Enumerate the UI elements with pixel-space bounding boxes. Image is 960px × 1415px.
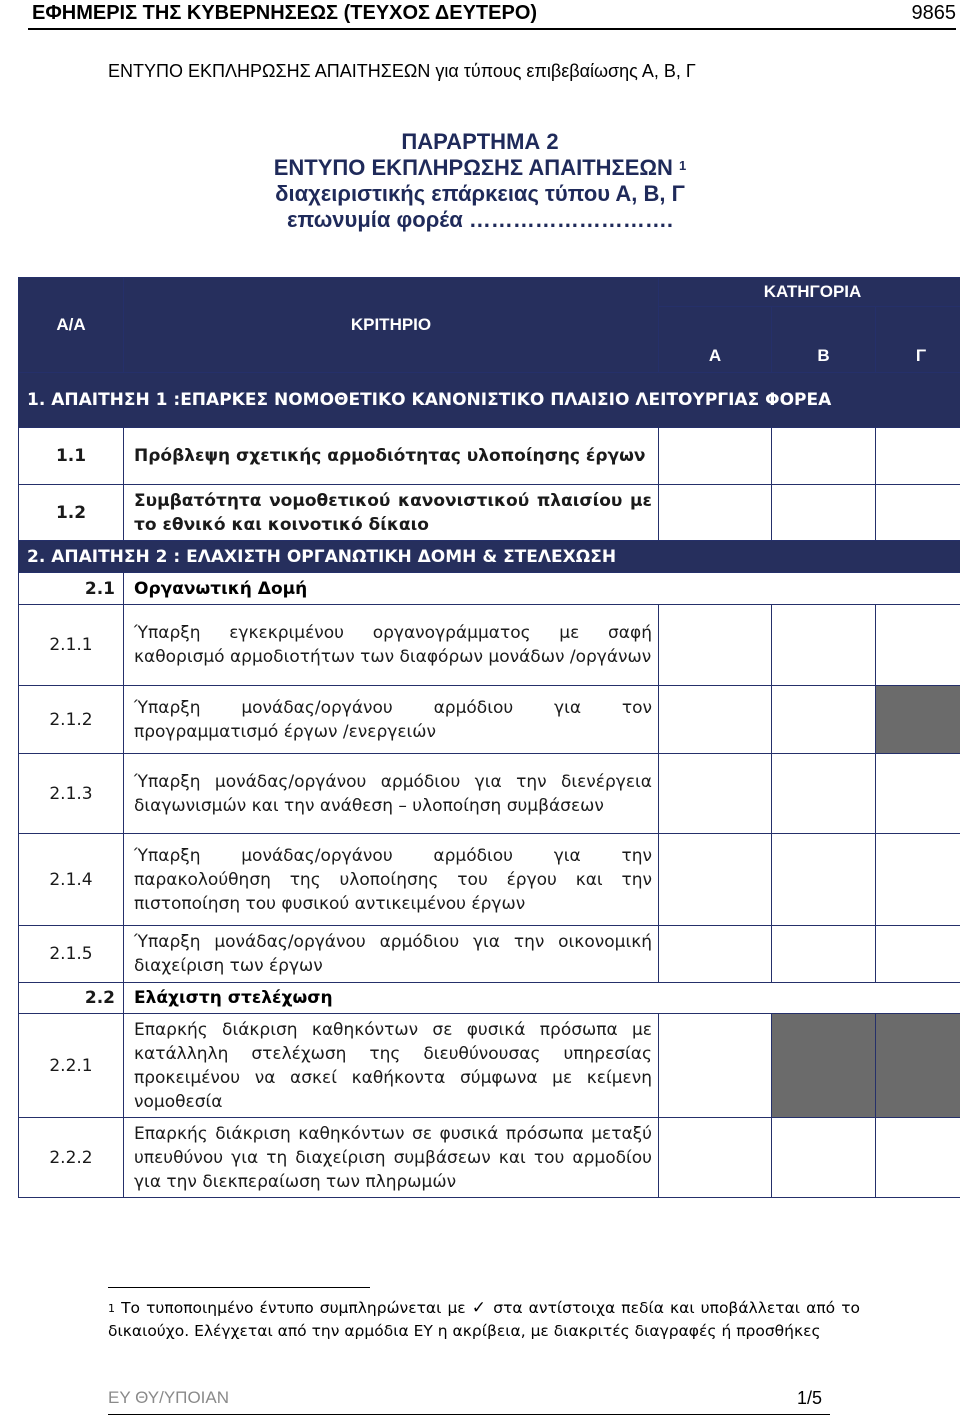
section-2-2-title: Ελάχιστη στελέχωση xyxy=(124,983,960,1014)
row-2-1-4-criterion: Ύπαρξη μονάδας/οργάνου αρμόδιου για την παρακολούθηση της υλοποίησης του έργου και την πιστοποίηση του φυσικού αντικειμένου έργων xyxy=(124,834,659,926)
gazette-header xyxy=(28,0,956,30)
row-2-1-2-criterion: Ύπαρξη μονάδας/οργάνου αρμόδιου για τον προγραμματισμό έργων /ενεργειών xyxy=(124,686,659,754)
annex-title-block xyxy=(0,129,960,233)
row-1-2-cat-a-checkbox[interactable] xyxy=(659,485,772,541)
row-2-1-3-cat-b-checkbox[interactable] xyxy=(772,754,876,834)
table-row xyxy=(19,605,960,686)
table-row xyxy=(19,1118,960,1198)
header-category: ΚΑΤΗΓΟΡΙΑ xyxy=(659,278,960,307)
gazette-page-number: 9865 xyxy=(911,2,956,24)
annex-line-1: ΠΑΡΑΡΤΗΜΑ 2 xyxy=(401,129,559,154)
row-2-1-4-number: 2.1.4 xyxy=(19,834,124,926)
table-row xyxy=(19,485,960,541)
table-row xyxy=(19,1014,960,1118)
section-2-1-number: 2.1 xyxy=(19,573,124,605)
row-2-1-2-cat-c-disabled-cell xyxy=(876,686,960,754)
row-2-1-5-criterion: Ύπαρξη μονάδας/οργάνου αρμόδιου για την οικονομική διαχείριση των έργων xyxy=(124,926,659,983)
row-1-1-cat-c-checkbox[interactable] xyxy=(876,428,960,485)
row-2-1-1-number: 2.1.1 xyxy=(19,605,124,686)
form-subtitle: ΕΝΤΥΠΟ ΕΚΠΛΗΡΩΣΗΣ ΑΠΑΙΤΗΣΕΩΝ για τύπους επιβεβαίωσης Α, Β, Γ xyxy=(108,61,696,81)
footer-page: 1/5 xyxy=(796,1388,822,1408)
footnote xyxy=(108,1297,860,1343)
header-rule xyxy=(28,28,956,30)
header-criterion: ΚΡΙΤΗΡΙΟ xyxy=(124,278,659,373)
row-2-1-2-cat-b-checkbox[interactable] xyxy=(772,686,876,754)
header-category-b: Β xyxy=(772,307,876,373)
table-row xyxy=(19,428,960,485)
annex-footnote-marker: 1 xyxy=(679,158,687,173)
section-2-1-title: Οργανωτική Δομή xyxy=(124,573,960,605)
row-2-1-1-cat-b-checkbox[interactable] xyxy=(772,605,876,686)
row-2-2-2-cat-a-checkbox[interactable] xyxy=(659,1118,772,1198)
row-2-1-1-cat-a-checkbox[interactable] xyxy=(659,605,772,686)
table-row xyxy=(19,926,960,983)
row-2-1-4-cat-c-checkbox[interactable] xyxy=(876,834,960,926)
row-2-1-5-number: 2.1.5 xyxy=(19,926,124,983)
row-1-1-criterion: Πρόβλεψη σχετικής αρμοδιότητας υλοποίησης έργων xyxy=(124,428,659,485)
table-header-row-1 xyxy=(19,278,960,307)
footer-authority: ΕΥ ΘΥ/ΥΠΟΙΑΝ xyxy=(108,1388,230,1407)
row-1-2-cat-c-checkbox[interactable] xyxy=(876,485,960,541)
row-2-1-5-cat-a-checkbox[interactable] xyxy=(659,926,772,983)
footnote-marker: 1 xyxy=(108,1302,115,1315)
row-2-2-1-number: 2.2.1 xyxy=(19,1014,124,1118)
section-2-2-number: 2.2 xyxy=(19,983,124,1014)
row-2-2-2-criterion: Επαρκής διάκριση καθηκόντων σε φυσικά πρόσωπα μεταξύ υπευθύνου για τη διαχείριση συμβάσεων και του αρμοδίου για την διεκπεραίωση των πληρωμών xyxy=(124,1118,659,1198)
row-2-1-5-cat-c-checkbox[interactable] xyxy=(876,926,960,983)
row-1-1-cat-a-checkbox[interactable] xyxy=(659,428,772,485)
row-2-1-2-cat-a-checkbox[interactable] xyxy=(659,686,772,754)
header-category-c: Γ xyxy=(876,307,960,373)
footnote-separator xyxy=(108,1287,370,1288)
row-2-1-5-cat-b-checkbox[interactable] xyxy=(772,926,876,983)
header-category-a: Α xyxy=(659,307,772,373)
row-2-1-3-cat-a-checkbox[interactable] xyxy=(659,754,772,834)
row-1-2-cat-b-checkbox[interactable] xyxy=(772,485,876,541)
annex-line-2-text: ΕΝΤΥΠΟ ΕΚΠΛΗΡΩΣΗΣ ΑΠΑΙΤΗΣΕΩΝ xyxy=(273,155,673,180)
checkmark-icon: ✓ xyxy=(471,1298,488,1318)
row-2-1-3-cat-c-checkbox[interactable] xyxy=(876,754,960,834)
requirement-1-heading: 1. ΑΠΑΙΤΗΣΗ 1 :ΕΠΑΡΚΕΣ ΝΟΜΟΘΕΤΙΚΟ ΚΑΝΟΝΙΣΤΙΚΟ ΠΛΑΙΣΙΟ ΛΕΙΤΟΥΡΓΙΑΣ ΦΟΡΕΑ xyxy=(19,373,960,428)
table-row xyxy=(19,754,960,834)
row-2-1-4-cat-b-checkbox[interactable] xyxy=(772,834,876,926)
row-2-1-3-number: 2.1.3 xyxy=(19,754,124,834)
requirement-2-row xyxy=(19,541,960,573)
gazette-title: ΕΦΗΜΕΡΙΣ ΤΗΣ ΚΥΒΕΡΝΗΣΕΩΣ (ΤΕΥΧΟΣ ΔΕΥΤΕΡΟ) xyxy=(32,2,538,24)
footnote-text-end: στα αντίστοιχα πεδία και υποβάλλεται από το δικαιούχο. Ελέγχεται από την αρμόδια ΕΥ η ακρίβεια, με διακριτές διαγραφές ή προσθήκες xyxy=(108,1299,861,1340)
annex-line-3: διαχειριστικής επάρκειας τύπου Α, Β, Γ xyxy=(275,181,685,206)
requirement-2-heading: 2. ΑΠΑΙΤΗΣΗ 2 : ΕΛΑΧΙΣΤΗ ΟΡΓΑΝΩΤΙΚΗ ΔΟΜΗ & ΣΤΕΛΕΧΩΣΗ xyxy=(19,541,960,573)
row-2-2-2-cat-c-checkbox[interactable] xyxy=(876,1118,960,1198)
header-aa: Α/Α xyxy=(19,278,124,373)
section-2-1-row xyxy=(19,573,960,605)
row-2-1-4-cat-a-checkbox[interactable] xyxy=(659,834,772,926)
row-2-2-1-cat-a-checkbox[interactable] xyxy=(659,1014,772,1118)
footnote-text-start: Το τυποποιημένο έντυπο συμπληρώνεται με xyxy=(121,1299,466,1317)
row-2-1-1-cat-c-checkbox[interactable] xyxy=(876,605,960,686)
row-1-2-number: 1.2 xyxy=(19,485,124,541)
requirement-1-row xyxy=(19,373,960,428)
row-2-2-2-cat-b-checkbox[interactable] xyxy=(772,1118,876,1198)
annex-line-2 xyxy=(0,155,960,181)
table-row xyxy=(19,834,960,926)
row-2-1-3-criterion: Ύπαρξη μονάδας/οργάνου αρμόδιου για την διενέργεια διαγωνισμών και την ανάθεση – υλοποίηση συμβάσεων xyxy=(124,754,659,834)
page-footer xyxy=(108,1388,830,1415)
section-2-2-row xyxy=(19,983,960,1014)
table-row xyxy=(19,686,960,754)
row-1-1-cat-b-checkbox[interactable] xyxy=(772,428,876,485)
row-2-2-1-cat-c-disabled-cell xyxy=(876,1014,960,1118)
row-1-1-number: 1.1 xyxy=(19,428,124,485)
row-2-2-1-cat-b-disabled-cell xyxy=(772,1014,876,1118)
row-2-2-1-criterion: Επαρκής διάκριση καθηκόντων σε φυσικά πρόσωπα με κατάλληλη στελέχωση της διευθύνουσας υπηρεσίας προκειμένου να ασκεί καθήκοντα σύμφωνα με κείμενη νομοθεσία xyxy=(124,1014,659,1118)
row-2-2-2-number: 2.2.2 xyxy=(19,1118,124,1198)
row-2-1-2-number: 2.1.2 xyxy=(19,686,124,754)
requirements-table xyxy=(18,277,960,1198)
annex-line-4: επωνυμία φορέα ………………………. xyxy=(287,207,673,232)
row-1-2-criterion: Συμβατότητα νομοθετικού κανονιστικού πλαισίου με το εθνικό και κοινοτικό δίκαιο xyxy=(124,485,659,541)
row-2-1-1-criterion: Ύπαρξη εγκεκριμένου οργανογράμματος με σαφή καθορισμό αρμοδιοτήτων των διαφόρων μονάδων /οργάνων xyxy=(124,605,659,686)
